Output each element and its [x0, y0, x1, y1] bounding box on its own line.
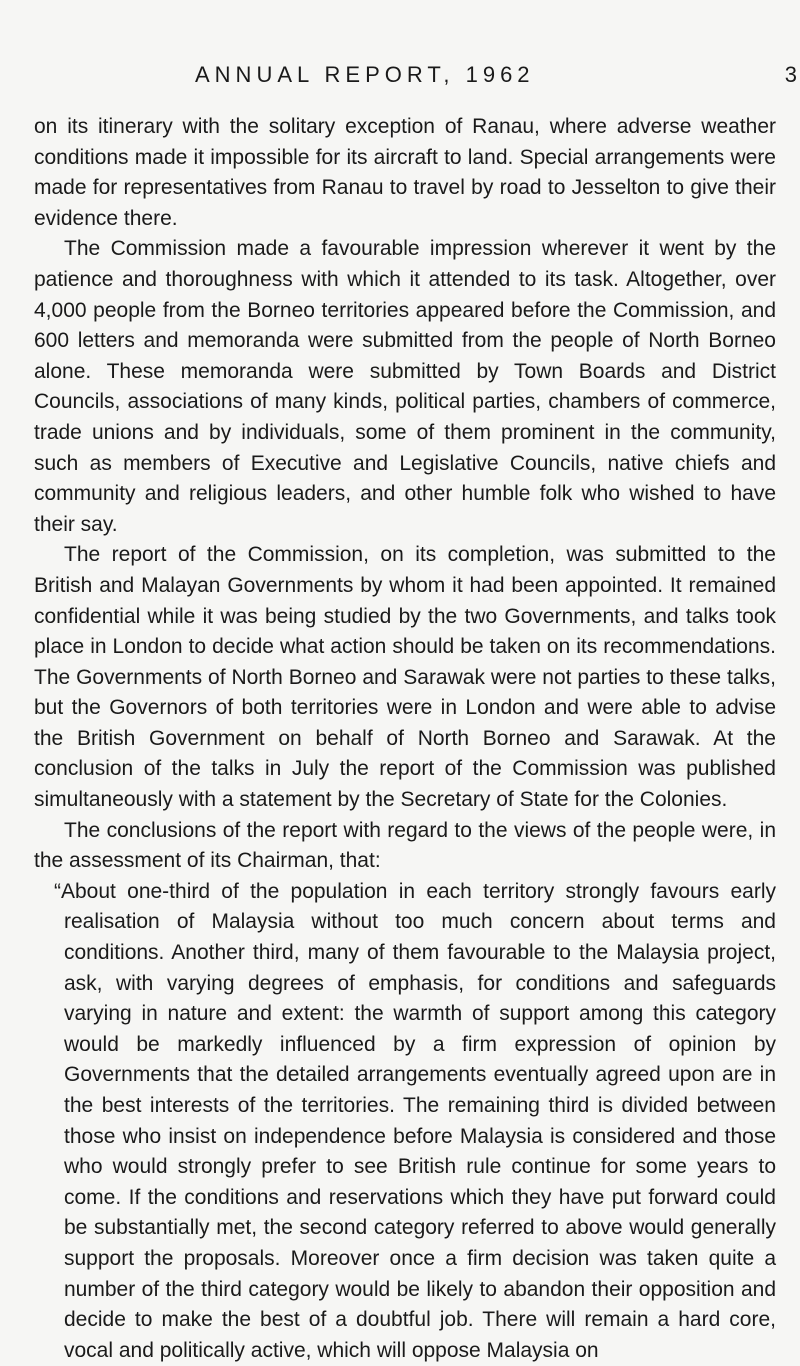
running-header	[195, 62, 797, 94]
quote-text: About one-third of the population in each territory strongly favours early realisation of Malaysia without too much concern about terms and conditions. Another third, many of them favourable to the Malaysia project, ask, with varying degrees of emphasis, for conditions and safeguards varying in nature and extent: the warmth of support among this category would be markedly influenced by a firm expression of opinion by Governments that the detailed arrangements eventually agreed upon are in the best interests of the territories. The remaining third is divided between those who insist on independence before Malaysia is considered and those who would strongly prefer to see British rule continue for some years to come. If the conditions and reservations which they have put forward could be substantially met, the second category referred to above would generally support the proposals. Moreover once a firm decision was taken quite a number of the third category would be likely to abandon their opposition and decide to make the best of a doubtful job. There will remain a hard core, vocal and politically active, which will oppose Malaysia on	[61, 879, 776, 1362]
paragraph: The Commission made a favourable impression wherever it went by the patience and thoroughness with which it attended to its task. Altogether, over 4,000 people from the Borneo territories appeared before the Commission, and 600 letters and memoranda were submitted from the people of North Borneo alone. These memoranda were submitted by Town Boards and District Councils, associations of many kinds, political parties, chambers of commerce, trade unions and by individuals, some of them prominent in the community, such as members of Executive and Legislative Councils, native chiefs and community and religious leaders, and other humble folk who wished to have their say.	[34, 237, 776, 536]
paragraph-continuation: on its itinerary with the solitary exception of Ranau, where adverse weather conditions made it impossible for its aircraft to land. Special arrangements were made for representatives from Ranau to travel by road to Jesselton to give their evidence there.	[34, 115, 776, 230]
paragraph: The report of the Commission, on its completion, was submitted to the British and Malayan Governments by whom it had been appointed. It remained confidential while it was being studied by the two Governments, and talks took place in London to decide what action should be taken on its recommendations. The Governments of North Borneo and Sarawak were not parties to these talks, but the Governors of both territories were in London and were able to advise the British Government on behalf of North Borneo and Sarawak. At the conclusion of the talks in July the report of the Commission was published simultaneously with a statement by the Secretary of State for the Colonies.	[34, 543, 776, 812]
body-text	[34, 112, 776, 1366]
paragraph: The conclusions of the report with regard to the views of the people were, in the assessment of its Chairman, that:	[34, 818, 776, 873]
block-quote	[54, 877, 776, 1366]
quote-open-mark: “	[54, 879, 61, 903]
quote-paragraph	[54, 877, 776, 1366]
page-number: 3	[784, 62, 797, 87]
running-title: ANNUAL REPORT, 1962	[195, 62, 535, 87]
